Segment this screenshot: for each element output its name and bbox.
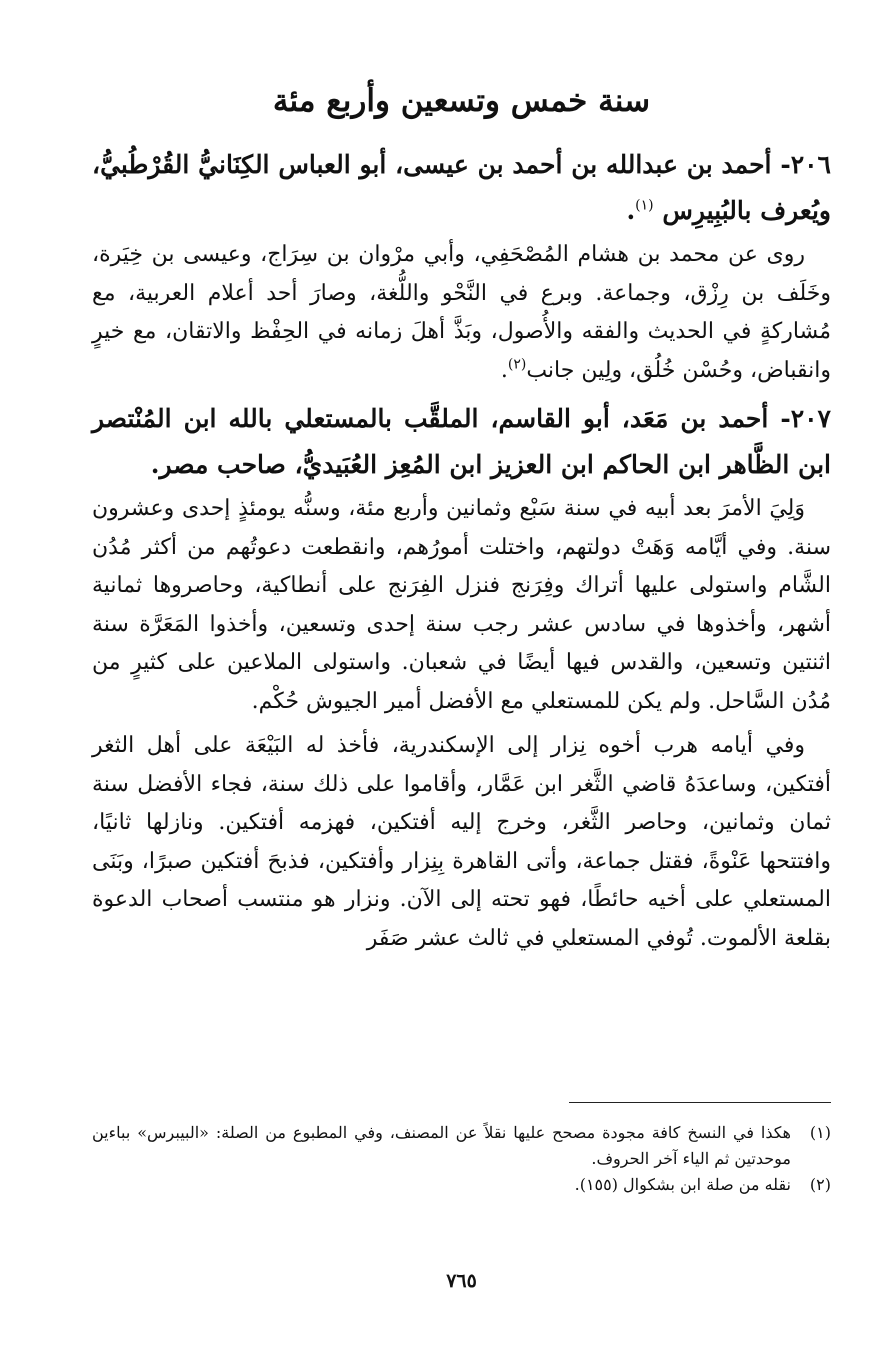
heading-end: . — [626, 196, 636, 225]
page-title: سنة خمس وتسعين وأربع مئة — [272, 83, 651, 119]
book-page — [92, 0, 831, 1367]
entry-paragraph: وَلِيَ الأمرَ بعد أبيه في سنة سَبْع وثمانين وأربع مئة، وسنُّه يومئذٍ إحدى وعشرون سنة. وفي أيَّامه وَهَتْ دولتهم، واختلت أمورُهم، وانقطعت دعوتُهم من أكثر مُدُن الشَّام واستولى عليها أتراك وفِرَنج فنزل الفِرَنج على أنطاكية، وحاصروها ثمانية أشهر، وأخذوها في سادس عشر رجب سنة إحدى وتسعين، وأخذوا المَعَرَّة سنة اثنتين وتسعين، والقدس فيها أيضًا في شعبان. واستولى الملاعين على كثيرٍ من مُدُن السَّاحل. ولم يكن للمستعلي مع الأفضل أمير الجيوش حُكْم. — [92, 496, 832, 714]
footnote-ref[interactable]: (٢) — [507, 356, 527, 373]
paragraph-text: روى عن محمد بن هشام المُصْحَفِي، وأبي مرْوان بن سِرَاج، وعيسى بن خِيَرة، وخَلَف بن رِزْق، وجماعة. وبرع في النَّحْو واللُّغة، وصارَ أحد أعلام العربية، مع مُشاركةٍ في الحديث والفقه والأُصول، وبَذَّ أهلَ زمانه في الحِفْظ والاتقان، مع خيرٍ وانقباض، وحُسْن خُلُق، ولِين جانب — [92, 242, 831, 383]
footnote-text: هكذا في النسخ كافة مجودة مصحح عليها نقلاً عن المصنف، وفي المطبوع من الصلة: «البيبرس» بباءين موحدتين ثم الياء آخر الحروف. — [92, 1123, 791, 1168]
footnote-ref[interactable]: (١) — [635, 197, 654, 214]
footnote-number: (١) — [809, 1123, 831, 1142]
paragraph-end: . — [500, 357, 508, 383]
footnote-number: (٢) — [809, 1175, 831, 1194]
footnote-text: نقله من صلة ابن بشكوال (١٥٥). — [574, 1175, 791, 1194]
entry-heading-207: ٢٠٧- أحمد بن مَعَد، أبو القاسم، الملقَّب بالمستعلي بالله ابن المُنْتصر ابن الظَّاهر ابن الحاكم ابن العزيز ابن المُعِز العُبَيديُّ، صاحب مصر. — [92, 404, 831, 479]
footnote-divider — [569, 1102, 831, 1103]
main-text — [92, 142, 831, 964]
footnotes — [92, 1120, 831, 1198]
entry-heading-206 — [92, 142, 831, 234]
entry-heading-text: ٢٠٦- أحمد بن عبدالله بن أحمد بن عيسى، أبو العباس الكِنَانيُّ القُرْطُبيُّ، ويُعرف بالبُبِيرِس — [92, 150, 831, 225]
entry-paragraph — [92, 236, 831, 390]
entry-paragraph: وفي أيامه هرب أخوه نِزار إلى الإسكندرية، فأخذ له البَيْعَة على أهل الثغر أفتكين، وساعدَهُ قاضي الثَّغر ابن عَمَّار، وأقاموا على ذلك سنة، فجاء الأفضل سنة ثمان وثمانين، وحاصر الثَّغر، وخرج إليه أفتكين، فهزمه أفتكين. ونازلها ثانيًا، وافتتحها عَنْوةً، فقتل جماعة، وأتى القاهرة بِنِزار وأفتكين، فذبحَ أفتكين صبرًا، وبَنَى المستعلي على أخيه حائطًا، فهو تحته إلى الآن. ونزار هو منتسب أصحاب الدعوة بقلعة الألموت. تُوفي المستعلي في ثالث عشر صَفَر — [92, 733, 831, 951]
footnote-item — [92, 1120, 831, 1172]
footnote-item — [92, 1172, 831, 1198]
page-number: ٧٦٥ — [446, 1270, 477, 1292]
